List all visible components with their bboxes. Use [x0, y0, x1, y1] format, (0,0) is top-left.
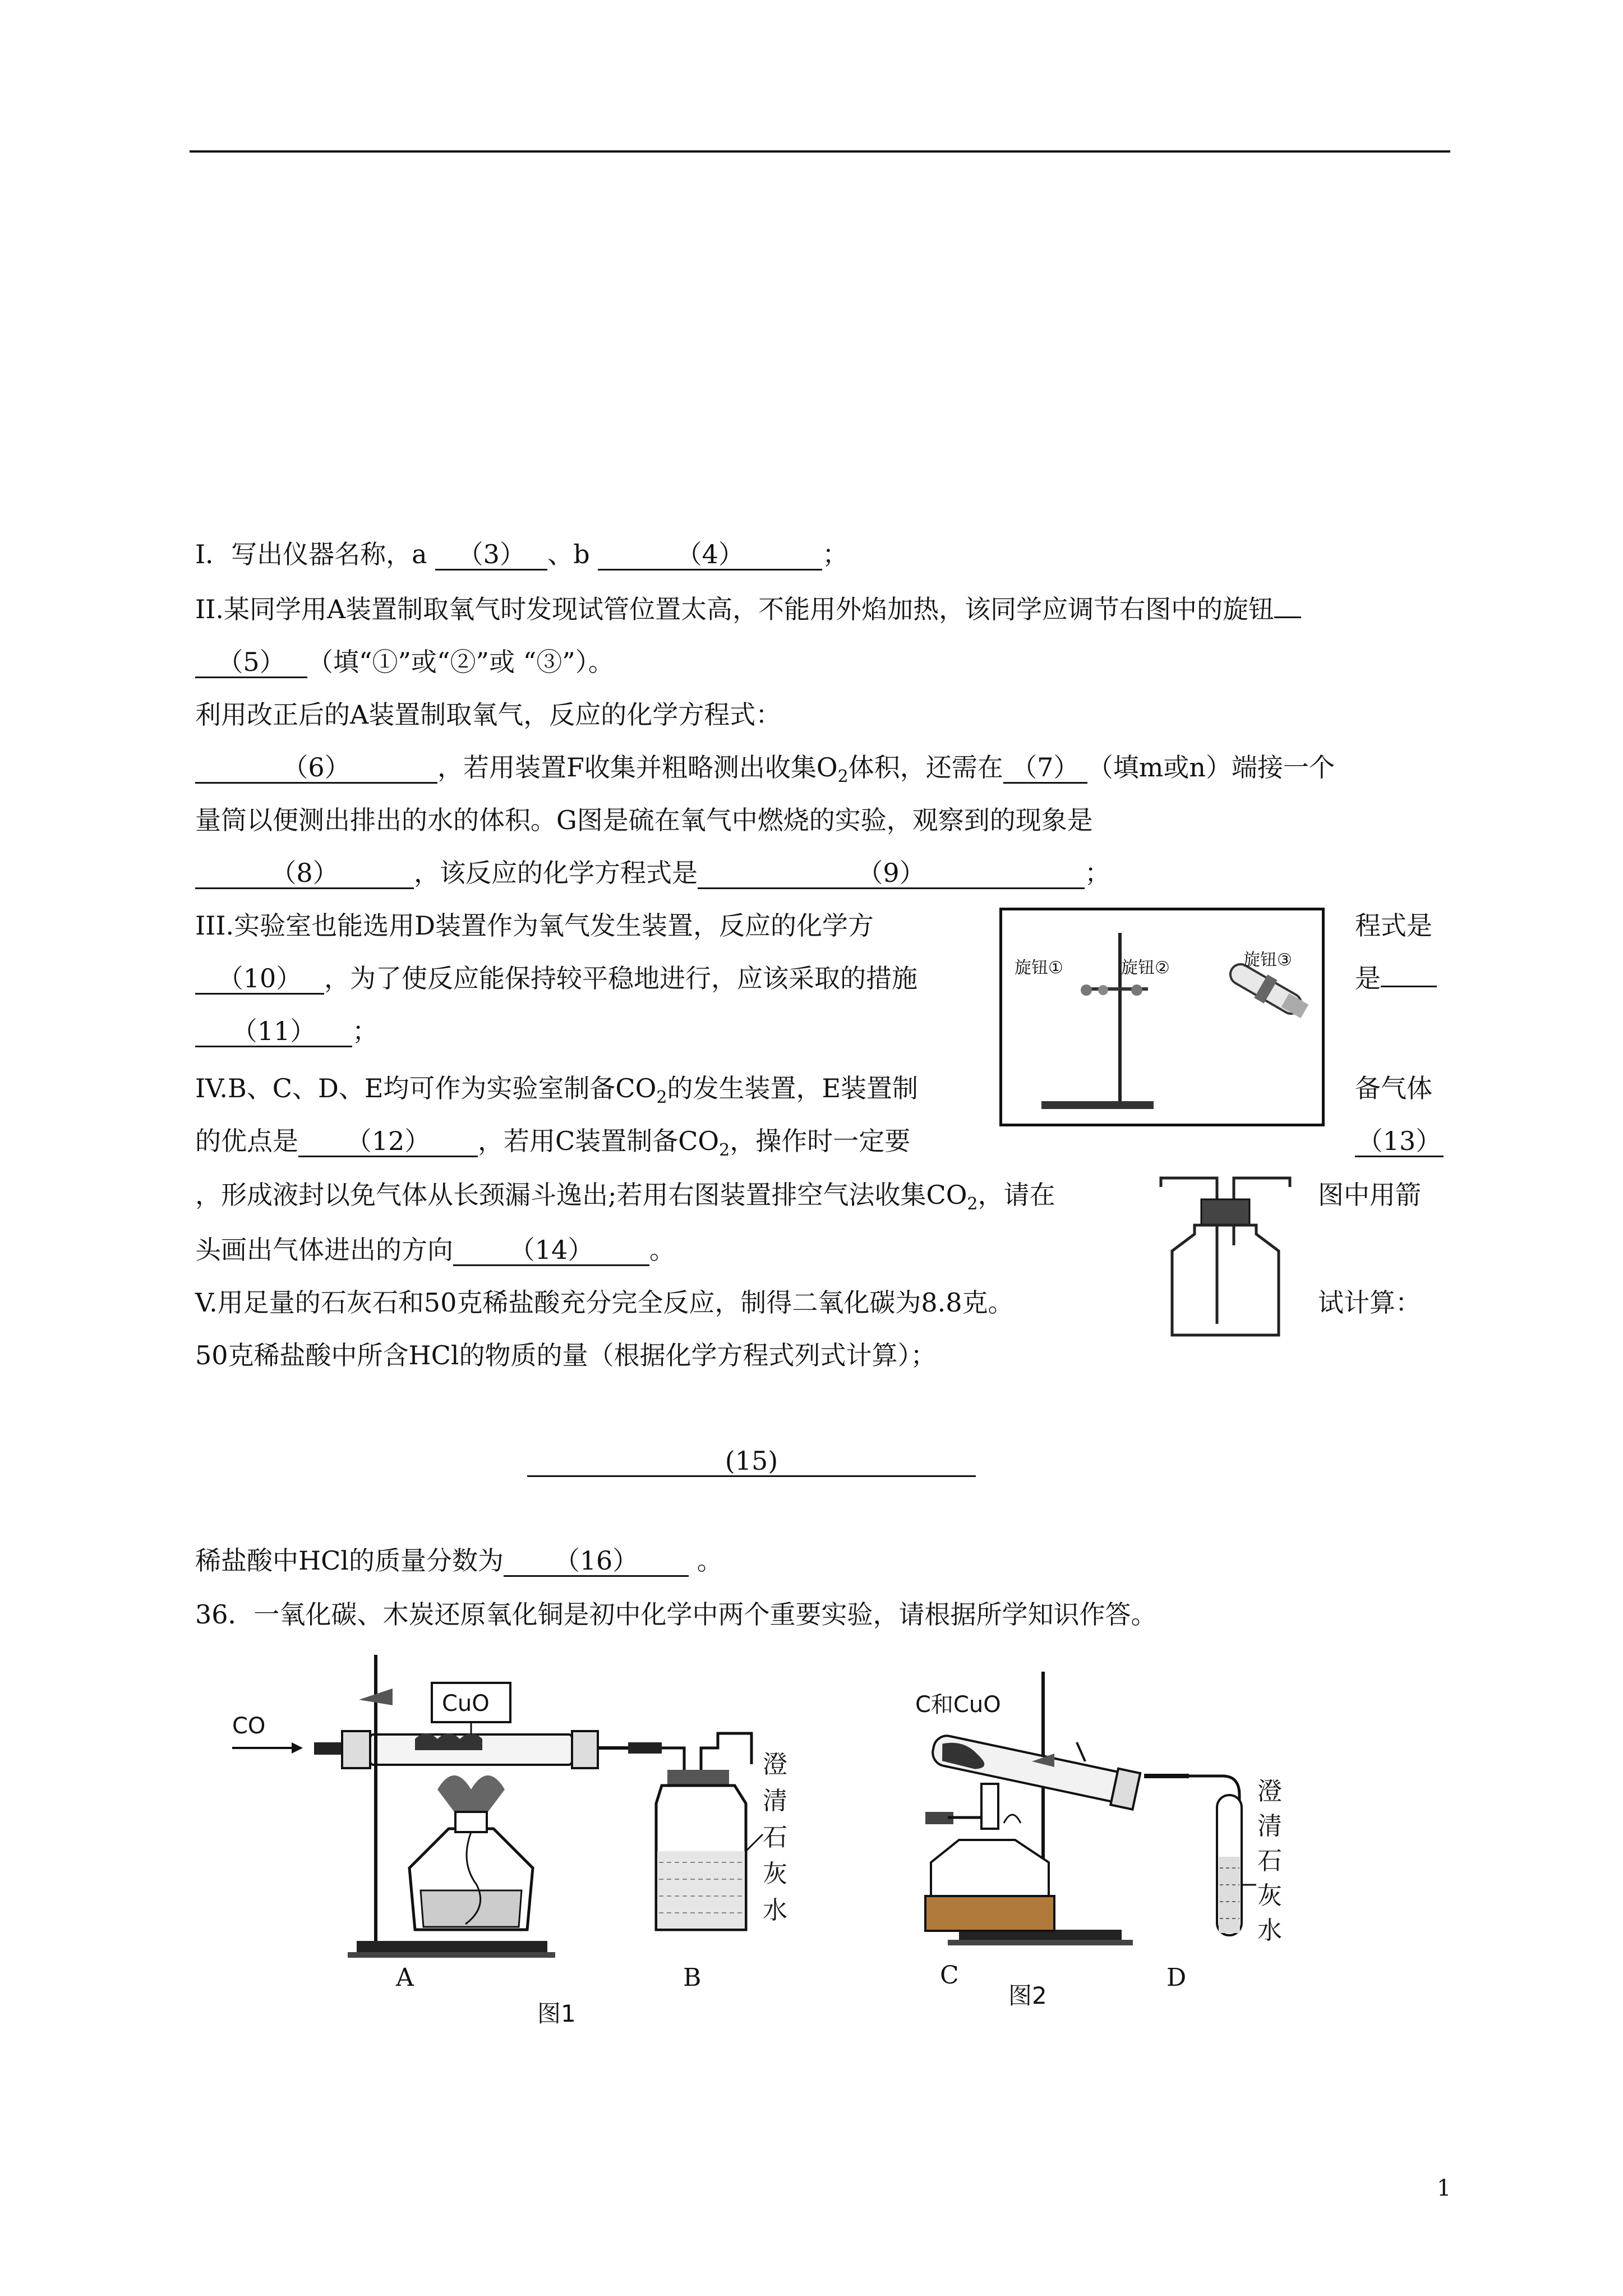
q3-line-1-left: III.实验室也能选用D装置作为氧气发生装置，反应的化学方: [195, 910, 874, 941]
fig2-limewater-5: 水: [1257, 1916, 1282, 1945]
q4-line-3-left: ，形成液封以免气体从长颈漏斗逸出;若用右图装置排空气法收集$CO_2$，请在: [195, 1180, 1055, 1214]
iron-stand-diagram: [1002, 910, 1322, 1124]
q3-line-2-left: （10） ，为了使反应能保持较平稳地进行，应该采取的措施: [195, 961, 917, 995]
page-number: 1: [1437, 2175, 1451, 2201]
q4-line-1-right: 备气体: [1355, 1073, 1432, 1103]
q2-line-4: （6） ，若用装置F收集并粗略测出收集$O_2$体积，还需在 （7） （填m或n）端接一个: [195, 751, 1451, 794]
blank-3[interactable]: （3）: [435, 540, 547, 570]
q4-line-4: 头画出气体进出的方向 （14） 。: [195, 1235, 675, 1265]
fig2-limewater-4: 灰: [1257, 1881, 1282, 1910]
blank-5[interactable]: （5）: [195, 647, 307, 678]
blank-8[interactable]: （8）: [195, 858, 414, 889]
blank-16[interactable]: （16）: [504, 1546, 689, 1577]
fig2-limewater-1: 澄: [1257, 1777, 1282, 1806]
q3-line-3: （11） ；: [195, 1014, 378, 1048]
fig2-limewater-2: 清: [1257, 1812, 1282, 1841]
q5-blank-15-line: [527, 1444, 976, 1478]
knob-3-label: 旋钮③: [1243, 950, 1292, 970]
q3-line-1-right: 程式是: [1355, 910, 1432, 941]
q4-line-2-left: 的优点是 （12） ，若用C装置制备$CO_2$，操作时一定要: [195, 1126, 911, 1161]
header-rule: [190, 150, 1450, 153]
blank-9[interactable]: （9）: [698, 858, 1085, 889]
fig1-limewater-4: 灰: [763, 1860, 787, 1888]
q36-line: 36．一氧化碳、木炭还原氧化铜是初中化学中两个重要实验，请根据所学知识作答。: [195, 1599, 1157, 1630]
q2-line-3: 利用改正后的A装置制取氧气，反应的化学方程式：: [195, 700, 782, 730]
fig1-limewater-3: 石: [763, 1823, 787, 1852]
figure-1: [224, 1649, 796, 1997]
blank-11[interactable]: （11）: [195, 1016, 352, 1047]
fig1-label-b: B: [683, 1963, 702, 1992]
fig1-caption: 图1: [537, 2000, 576, 2027]
fig1-limewater-2: 清: [763, 1787, 787, 1815]
fig1-limewater-5: 水: [763, 1896, 787, 1925]
gas-bottle-figure: [1155, 1172, 1301, 1346]
carbon-reduction-apparatus: [892, 1649, 1284, 1997]
cuo-label: CuO: [442, 1691, 490, 1717]
blank-15[interactable]: (15): [527, 1446, 976, 1477]
co-reduction-apparatus: [224, 1649, 796, 1997]
figure-2: [892, 1649, 1284, 1997]
q2-line-5: 量筒以便测出排出的水的体积。G图是硫在氧气中燃烧的实验，观察到的现象是: [195, 805, 1093, 835]
blank-7[interactable]: （7）: [1003, 753, 1087, 784]
q1-line: I．写出仪器名称，a （3） 、b （4） ；: [195, 539, 849, 569]
blank-14[interactable]: （14）: [453, 1235, 649, 1266]
blank-4[interactable]: （4）: [598, 540, 822, 570]
knob-figure: [999, 908, 1325, 1126]
q5-line-2: 50克稀盐酸中所含HCl的物质的量（根据化学方程式列式计算）；: [195, 1340, 937, 1370]
q4-line-2-right: [1355, 1124, 1444, 1158]
knob-1-label: 旋钮①: [1015, 958, 1063, 978]
q5-line-3: 稀盐酸中HCl的质量分数为 （16） 。: [195, 1545, 723, 1576]
blank-13[interactable]: （13）: [1355, 1126, 1444, 1157]
q4-line-3-right: 图中用箭: [1318, 1180, 1421, 1210]
fig1-limewater-1: 澄: [763, 1750, 787, 1779]
co-label: CO: [232, 1713, 266, 1739]
q3-line-2-right: 是: [1355, 961, 1437, 995]
fig2-label-d: D: [1166, 1963, 1187, 1992]
gas-bottle-diagram: [1155, 1172, 1301, 1346]
fig2-caption: 图2: [1008, 1982, 1047, 2009]
q2-line-2: （5） （填“①”或“②”或 “③”）。: [195, 645, 1451, 679]
fig1-label-a: A: [396, 1963, 414, 1992]
fig2-label-c: C: [940, 1961, 959, 1990]
blank-12[interactable]: （12）: [298, 1126, 478, 1157]
fig2-limewater-3: 石: [1257, 1847, 1282, 1875]
c-cuo-label: C和CuO: [915, 1692, 1001, 1718]
q2-line-1: II.某同学用A装置制取氧气时发现试管位置太高，不能用外焰加热，该同学应调节右图中的旋钮: [195, 592, 1451, 626]
blank-10[interactable]: （10）: [195, 964, 324, 995]
knob-2-label: 旋钮②: [1121, 958, 1170, 978]
q5-line-1-right: 试计算：: [1318, 1287, 1421, 1318]
q2-line-6: （8） ，该反应的化学方程式是 （9） ；: [195, 856, 1451, 890]
q4-line-1-left: IV.B、C、D、E均可作为实验室制备$CO_2$的发生装置，E装置制: [195, 1073, 919, 1108]
blank-6[interactable]: （6）: [195, 753, 437, 784]
q5-line-1-left: V.用足量的石灰石和50克稀盐酸充分完全反应，制得二氧化碳为8.8克。: [195, 1287, 1014, 1318]
